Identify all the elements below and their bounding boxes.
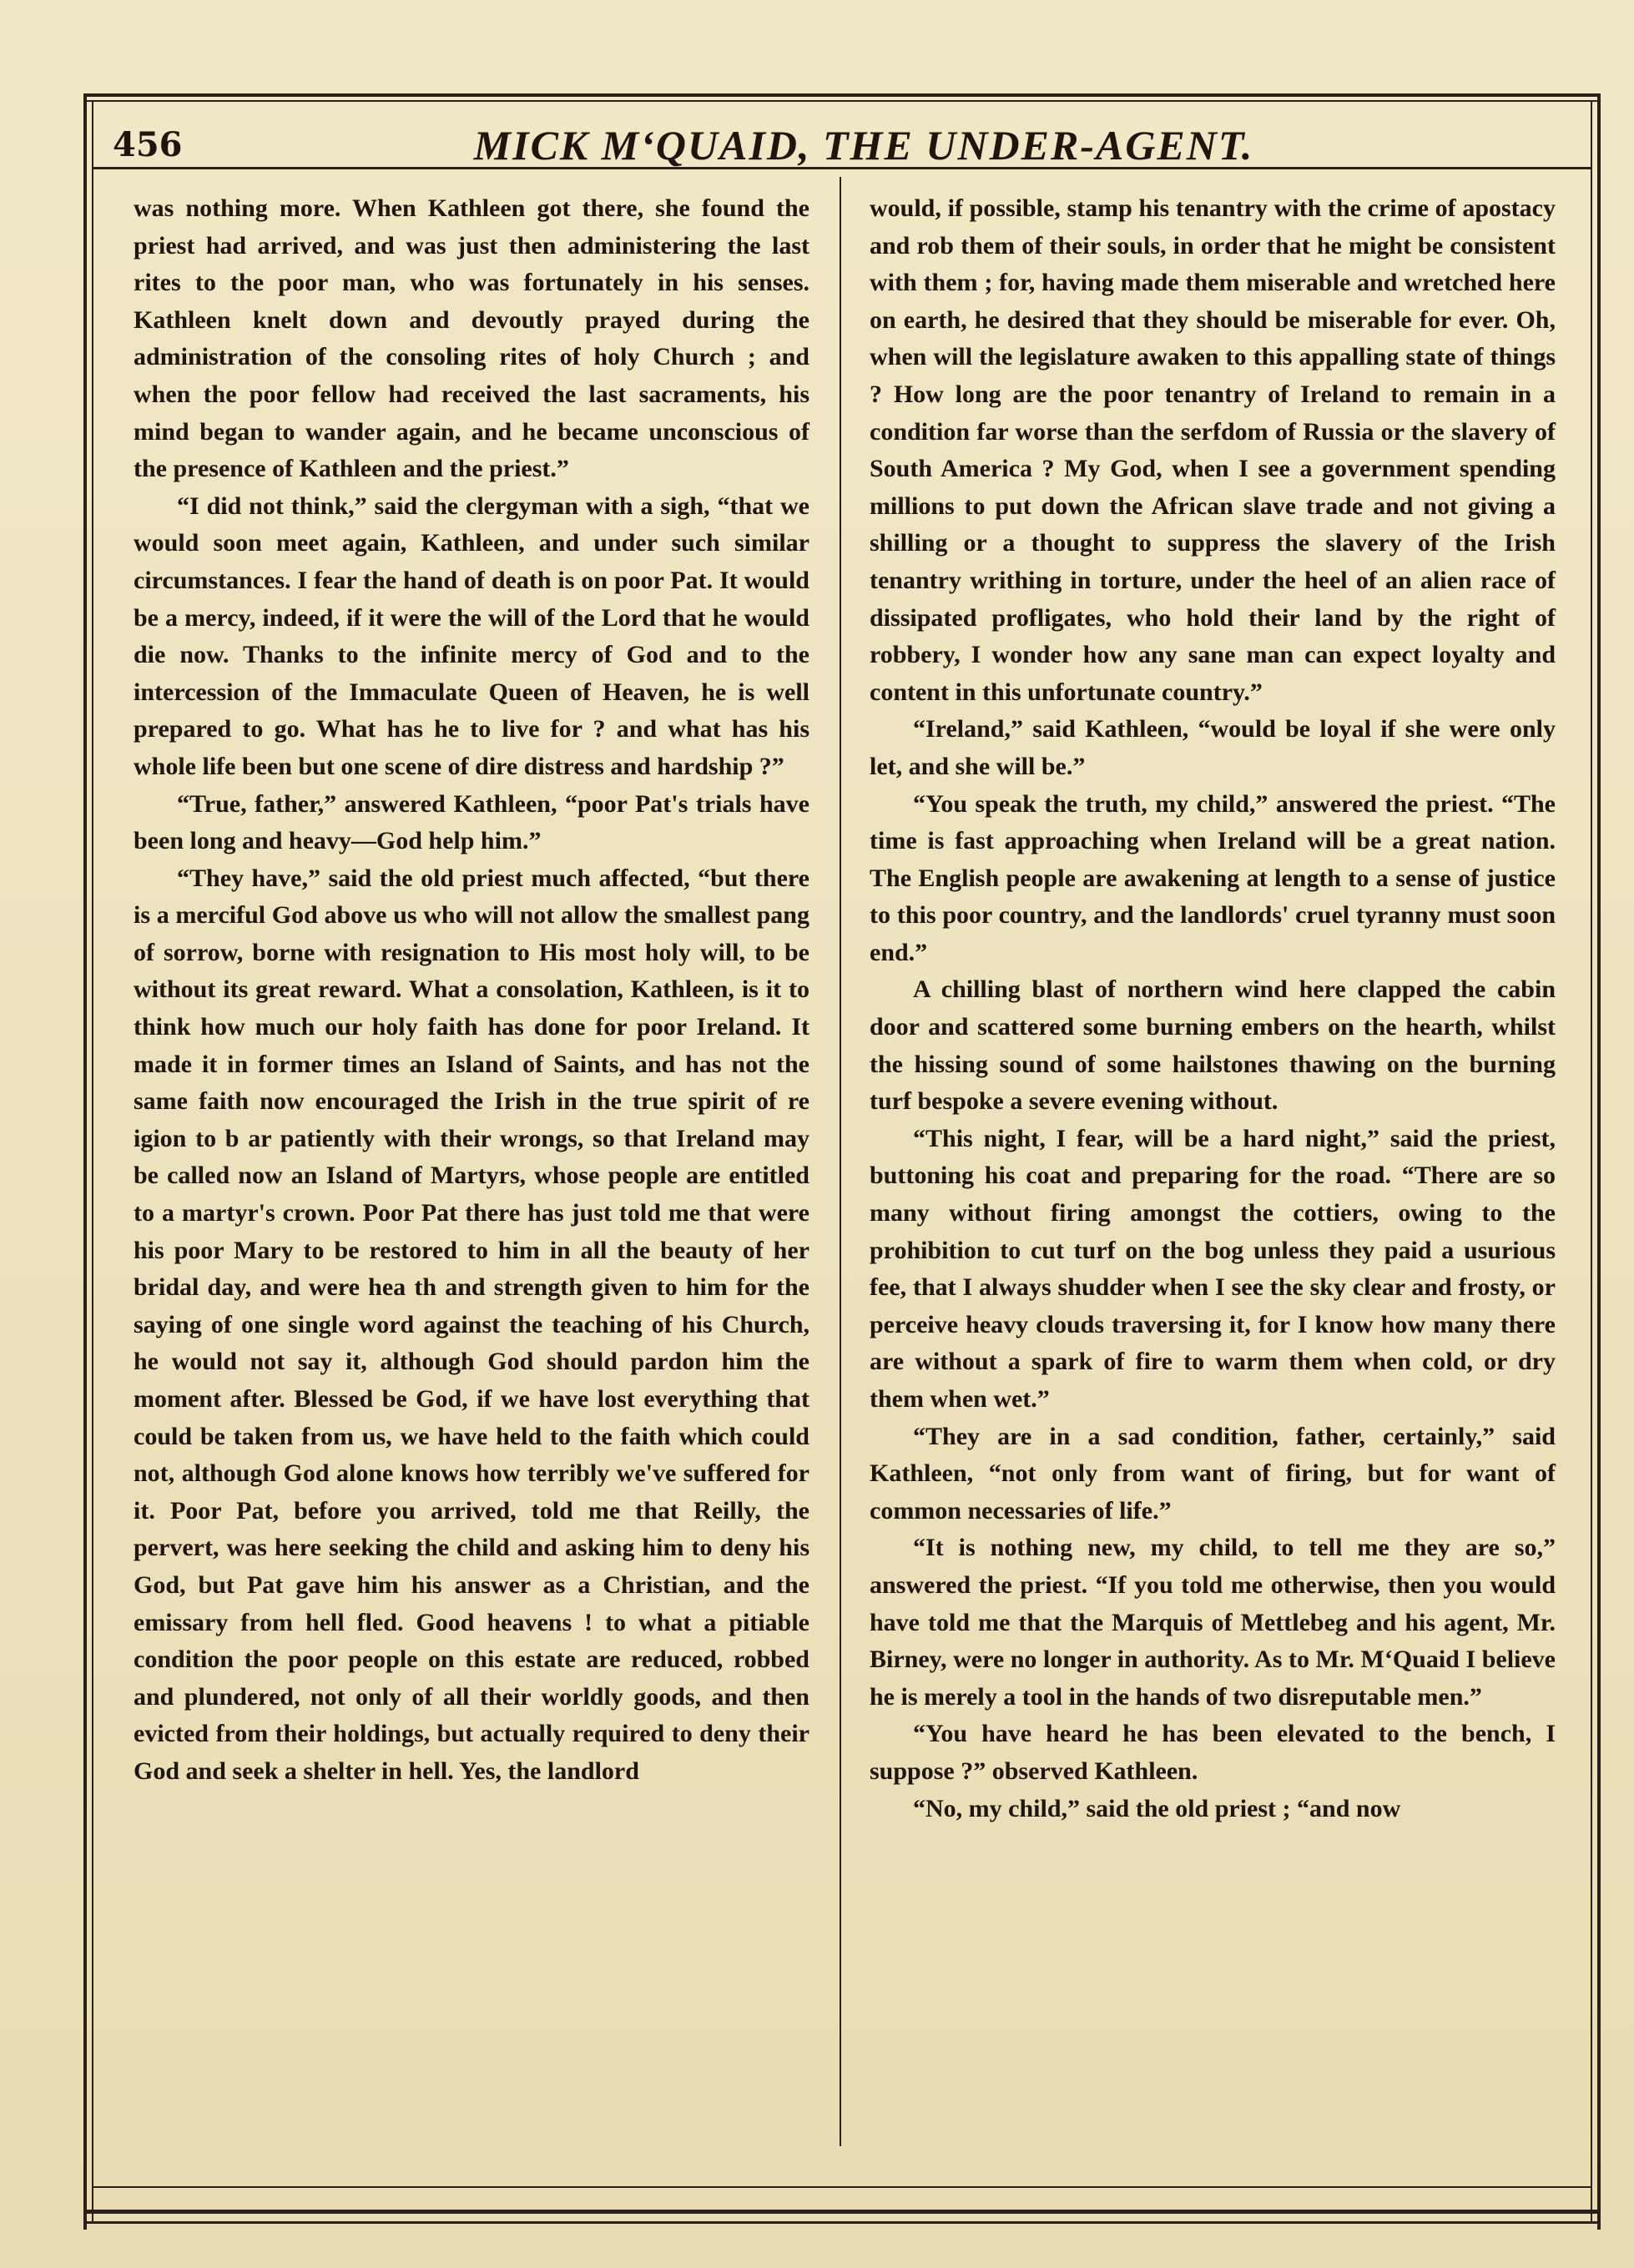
paragraph: “No, my child,” said the old priest ; “and now — [913, 1794, 1401, 1822]
paragraph: “You have heard he has been elevated to the bench, I suppose ?” observed Kathleen. — [870, 1720, 1556, 1785]
frame-left-rule — [83, 93, 87, 2230]
running-title: MICK M‘QUAID, THE UNDER-AGENT. — [473, 122, 1254, 169]
frame-bottom-rule-outer — [83, 2221, 1601, 2224]
paragraph: “True, father,” answered Kathleen, “poor Pat's trials have been long and heavy—God help him.” — [134, 789, 809, 855]
paragraph: “I did not think,” said the clergyman with a sigh, “that we would soon meet again, Kathleen, and under such similar circumstances. I fear the hand of death is on poor Pat. It would be a mercy, indeed, if it were the will of the Lord that he would die now. Thanks to the infinite mercy of God and to the intercession of the Immaculate Queen of Heaven, he is well prepared to go. What has he to live for ? and what has his whole life been but one scene of dire distress and hardship ?” — [134, 491, 809, 780]
frame-top-rule — [83, 93, 1601, 97]
page-number: 456 — [113, 125, 183, 164]
column-divider — [840, 177, 841, 2146]
paragraph: “They have,” said the old priest much affected, “but there is a merciful God above us who will not allow the smallest pang of sorrow, borne with resignation to His most holy will, to be without its great reward. What a consolation, Kathleen, is it to think how much our holy faith has done for poor Ireland. It made it in former times an Island of Saints, and has not the same faith now encouraged the Irish in the true spirit of re igion to b ar patiently with their wrongs, so that Ireland may be called now an Island of Martyrs, whose people are entitled to a martyr's crown. Poor Pat there has just told me that were his poor Mary to be restored to him in all the beauty of her bridal day, and were hea th and strength given to him for the saying of one single word against the teaching of his Church, he would not say it, although God should pardon him the moment after. Blessed be God, if we have lost everything that could be taken from us, we have held to the faith which could not, although God alone knows how terribly we've suffered for it. Poor Pat, before you arrived, told me that Reilly, the pervert, was here seeking the child and asking him to deny his God, but Pat gave him his answer as a Christian, and the emissary from hell fled. Good heavens ! to what a pitiable condition the poor people on this estate are reduced, robbed and plundered, not only of all their worldly goods, and then evicted from their holdings, but actually required to deny their God and seek a shelter in hell. Yes, the landlord — [134, 864, 809, 1785]
frame-top-rule-thin — [83, 100, 1601, 102]
left-column — [134, 190, 809, 1791]
frame-bottom-rule-thin — [92, 2186, 1592, 2188]
paragraph: was nothing more. When Kathleen got there, she found the priest had arrived, and was just then administering the last rites to the poor man, who was fortunately in his senses. Kathleen knelt down and devoutly prayed during the administration of the consoling rites of holy Church ; and when the poor fellow had received the last sacraments, his mind began to wander again, and he became unconscious of the presence of Kathleen and the priest.” — [134, 194, 809, 483]
paragraph: “It is nothing new, my child, to tell me they are so,” answered the priest. “If you told me otherwise, then you would have told me that the Marquis of Mettlebeg and his agent, Mr. Birney, were no longer in authority. As to Mr. M‘Quaid I believe he is merely a tool in the hands of two disreputable men.” — [870, 1534, 1556, 1711]
frame-left-rule-thin — [92, 100, 93, 2224]
right-column — [870, 190, 1556, 1827]
paragraph: would, if possible, stamp his tenantry with the crime of apostacy and rob them of their souls, in order that he might be consistent with them ; for, having made them miserable and wretched here on earth, he desired that they should be miserable for ever. Oh, when will the legislature awaken to this appalling state of things ? How long are the poor tenantry of Ireland to remain in a condition far worse than the serfdom of Russia or the slavery of South America ? My God, when I see a government spending millions to put down the African slave trade and not giving a shilling or a thought to suppress the slavery of the Irish tenantry writhing in torture, under the heel of an alien race of dissipated profligates, who hold their land by the right of robbery, I wonder how any sane man can expect loyalty and content in this unfortunate country.” — [870, 194, 1556, 706]
paragraph: “This night, I fear, will be a hard night,” said the priest, buttoning his coat and preparing for the road. “There are so many without firing amongst the cottiers, owing to the prohibition to cut turf on the bog unless they paid a usurious fee, that I always shudder when I see the sky clear and frosty, or perceive heavy clouds traversing it, for I know how many there are without a spark of fire to warm them when cold, or dry them when wet.” — [870, 1124, 1556, 1413]
paragraph: “Ireland,” said Kathleen, “would be loyal if she were only let, and she will be.” — [870, 715, 1556, 780]
frame-right-rule — [1597, 93, 1601, 2230]
paragraph: “You speak the truth, my child,” answered the priest. “The time is fast approaching when Ireland will be a great nation. The English people are awakening at length to a sense of justice to this poor country, and the landlords' cruel tyranny must soon end.” — [870, 789, 1556, 966]
paragraph: A chilling blast of northern wind here clapped the cabin door and scattered some burning embers on the hearth, whilst the hissing sound of some hailstones thawing on the burning turf bespoke a severe evening without. — [870, 975, 1556, 1116]
paragraph: “They are in a sad condition, father, certainly,” said Kathleen, “not only from want of firing, but for want of common necessaries of life.” — [870, 1422, 1556, 1525]
frame-bottom-rule — [83, 2210, 1601, 2214]
frame-right-rule-thin — [1591, 100, 1592, 2224]
